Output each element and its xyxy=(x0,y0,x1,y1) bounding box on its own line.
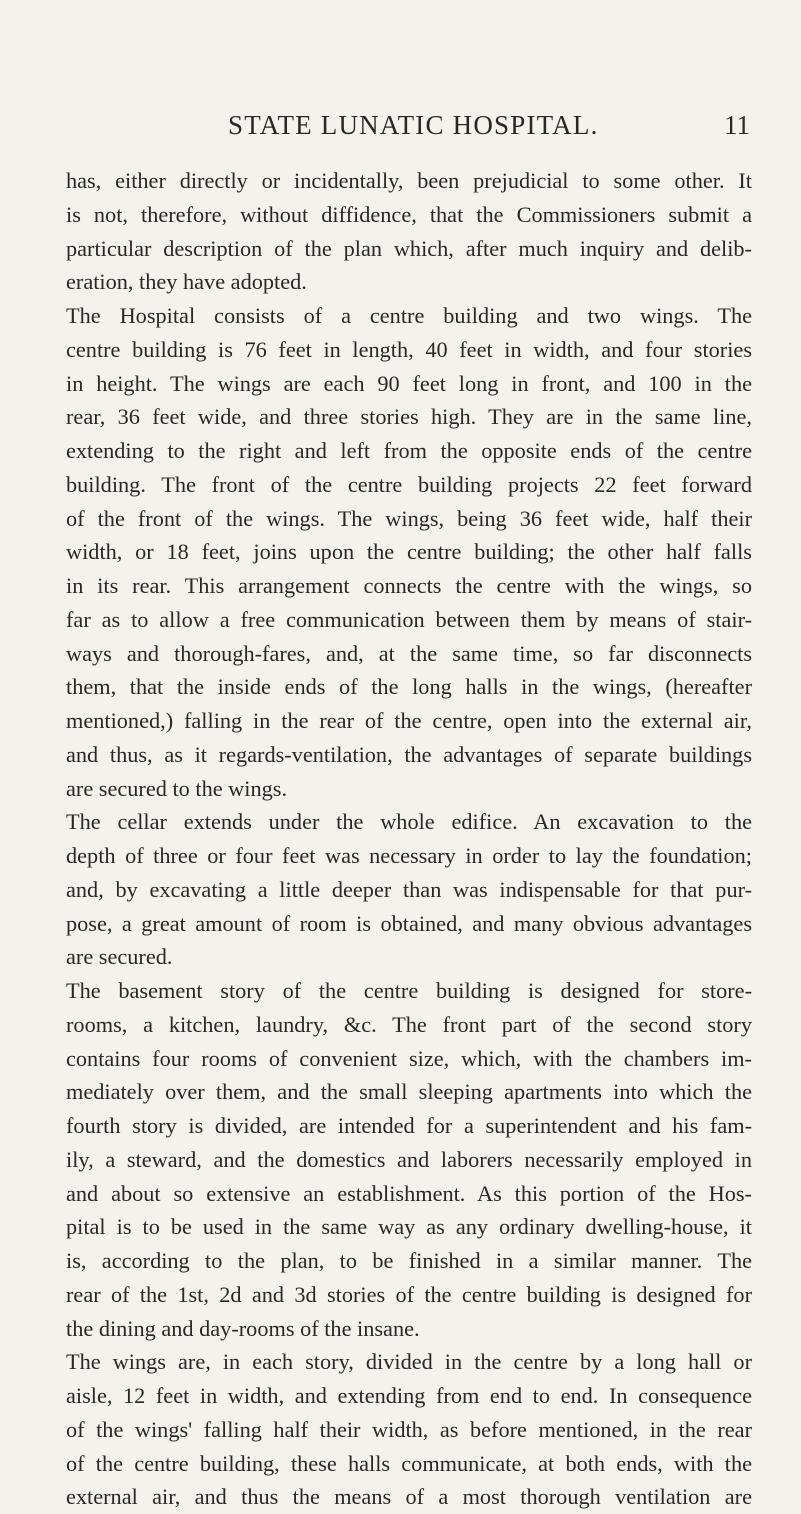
text-line: The cellar extends under the whole edifice. An excavation to the xyxy=(66,809,752,835)
text-line: fourth story is divided, are intended for a superintendent and his fam- xyxy=(66,1113,752,1138)
text-line: of the centre building, these halls communicate, at both ends, with the xyxy=(66,1450,752,1476)
text-line: centre building is 76 feet in length, 40 feet in width, and four stories xyxy=(66,336,752,362)
text-line: rear of the 1st, 2d and 3d stories of the centre building is designed for xyxy=(66,1281,752,1307)
text-line: is, according to the plan, to be finished in a similar manner. The xyxy=(66,1248,752,1273)
text-line: pose, a great amount of room is obtained, and many obvious advantages xyxy=(66,910,752,936)
text-line: of the wings' falling half their width, as before mentioned, in the rear xyxy=(66,1416,752,1442)
text-line: depth of three or four feet was necessary in order to lay the foundation; xyxy=(66,843,752,868)
text-line: rear, 36 feet wide, and three stories high. They are in the same line, xyxy=(66,404,752,430)
text-line: particular description of the plan which, after much inquiry and delib- xyxy=(66,235,752,261)
text-line: external air, and thus the means of a most thorough ventilation are xyxy=(66,1484,752,1510)
text-line: has, either directly or incidentally, been prejudicial to some other. It xyxy=(66,168,752,193)
text-line: pital is to be used in the same way as any ordinary dwelling-house, it xyxy=(66,1214,752,1240)
text-line: The basement story of the centre building is designed for store- xyxy=(66,978,752,1003)
text-line: in its rear. This arrangement connects the centre with the wings, so xyxy=(66,573,752,598)
text-line: eration, they have adopted. xyxy=(66,269,307,295)
running-head xyxy=(60,110,750,144)
text-line: contains four rooms of convenient size, which, with the chambers im- xyxy=(66,1045,752,1071)
text-line: and, by excavating a little deeper than was indispensable for that pur- xyxy=(66,876,752,902)
text-line: aisle, 12 feet in width, and extending from end to end. In consequence xyxy=(66,1383,752,1408)
text-line: mediately over them, and the small sleeping apartments into which the xyxy=(66,1079,752,1105)
text-line: extending to the right and left from the opposite ends of the centre xyxy=(66,438,752,463)
text-line: the dining and day-rooms of the insane. xyxy=(66,1315,420,1341)
text-line: far as to allow a free communication between them by means of stair- xyxy=(66,606,752,632)
text-line: The Hospital consists of a centre building and two wings. The xyxy=(66,303,752,328)
text-line: are secured to the wings. xyxy=(66,775,288,801)
text-line: are secured. xyxy=(66,944,173,970)
body-text xyxy=(66,164,752,1514)
text-line: mentioned,) falling in the rear of the centre, open into the external air, xyxy=(66,708,752,733)
text-line: rooms, a kitchen, laundry, &c. The front part of the second story xyxy=(66,1011,752,1037)
text-line: The wings are, in each story, divided in the centre by a long hall or xyxy=(66,1349,752,1375)
running-head-title: STATE LUNATIC HOSPITAL. xyxy=(228,110,599,140)
text-line: them, that the inside ends of the long halls in the wings, (hereafter xyxy=(66,674,752,700)
text-line: ily, a steward, and the domestics and laborers necessarily employed in xyxy=(66,1146,752,1172)
text-line: building. The front of the centre building projects 22 feet forward xyxy=(66,471,752,497)
text-line: width, or 18 feet, joins upon the centre building; the other half falls xyxy=(66,539,752,565)
page-number: 11 xyxy=(724,110,750,140)
text-line: of the front of the wings. The wings, being 36 feet wide, half their xyxy=(66,505,752,531)
text-line: in height. The wings are each 90 feet long in front, and 100 in the xyxy=(66,370,752,396)
text-line: ways and thorough-fares, and, at the same time, so far disconnects xyxy=(66,640,752,666)
text-line: and thus, as it regards-ventilation, the advantages of separate buildings xyxy=(66,741,752,767)
text-line: and about so extensive an establishment. As this portion of the Hos- xyxy=(66,1180,752,1206)
text-line: is not, therefore, without diffidence, that the Commissioners submit a xyxy=(66,201,752,227)
